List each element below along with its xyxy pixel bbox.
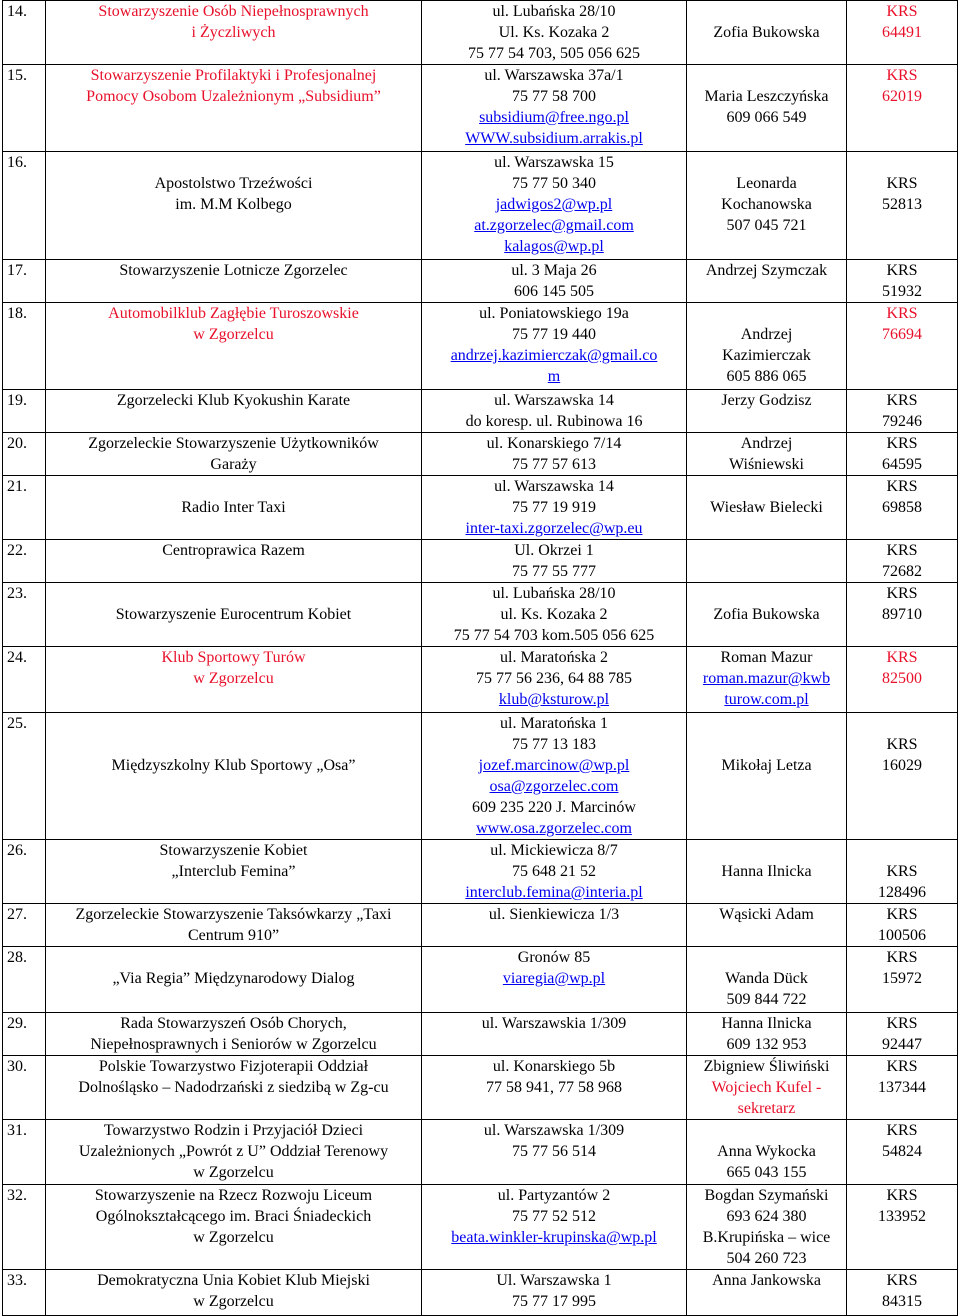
contact-person-line: Bogdan Szymański: [704, 1187, 829, 1204]
krs-number: [847, 152, 958, 260]
table-row: [3, 260, 958, 303]
krs-label: KRS: [886, 478, 918, 495]
organization-name-line: Klub Sportowy Turów: [161, 649, 306, 666]
address-line: 75 77 50 340: [512, 175, 596, 192]
row-number: 14.: [3, 1, 46, 65]
krs-number: [847, 260, 958, 303]
krs-label: KRS: [886, 175, 918, 192]
row-number: 20.: [3, 433, 46, 476]
address-line: 75 77 56 514: [512, 1143, 596, 1160]
organization-name-line: w Zgorzelcu: [193, 1293, 274, 1310]
organization-name: [46, 647, 422, 713]
address-line: ul. 3 Maja 26: [511, 262, 597, 279]
row-number: 33.: [3, 1270, 46, 1316]
table-row: [3, 840, 958, 904]
address-cell: [422, 1013, 687, 1056]
krs-label: KRS: [886, 585, 918, 602]
contact-link[interactable]: www.osa.zgorzelec.com: [476, 820, 632, 837]
krs-number: [847, 583, 958, 647]
organizations-table: [2, 0, 958, 1316]
address-line: ul. Warszawska 14: [494, 392, 614, 409]
contact-person-line: Roman Mazur: [720, 649, 813, 666]
organization-name-line: Niepełnosprawnych i Seniorów w Zgorzelcu: [90, 1036, 377, 1053]
table-row: [3, 65, 958, 152]
organization-name: [46, 904, 422, 947]
krs-number: [847, 1056, 958, 1120]
krs-number: [847, 433, 958, 476]
contact-person: [687, 840, 847, 904]
contact-person-line: 609 132 953: [726, 1036, 807, 1053]
contact-person-line: Wojciech Kufel -: [711, 1079, 822, 1096]
organization-name: [46, 303, 422, 390]
address-line: ul. Poniatowskiego 19a: [479, 305, 629, 322]
row-number: 31.: [3, 1120, 46, 1185]
row-number: 29.: [3, 1013, 46, 1056]
organization-name-line: Stowarzyszenie Eurocentrum Kobiet: [115, 606, 352, 623]
contact-person-line: Hanna Ilnicka: [721, 863, 812, 880]
address-line: 75 77 19 919: [512, 499, 596, 516]
address-line: ul. Warszawska 1/309: [483, 1122, 625, 1139]
contact-link[interactable]: jozef.marcinow@wp.pl: [478, 757, 630, 774]
contact-person-line: Zofia Bukowska: [713, 24, 820, 41]
address-cell: [422, 583, 687, 647]
address-line: 75 77 54 703 kom.505 056 625: [453, 627, 655, 644]
address-line: ul. Konarskiego 5b: [492, 1058, 616, 1075]
contact-person: [687, 1056, 847, 1120]
krs-label: KRS: [886, 3, 918, 20]
table-row: [3, 1185, 958, 1270]
organization-name-line: w Zgorzelcu: [193, 670, 274, 687]
organization-name-line: Garaży: [210, 456, 257, 473]
contact-person-line: Mikołaj Letza: [721, 757, 812, 774]
table-row: [3, 647, 958, 713]
contact-link[interactable]: osa@zgorzelec.com: [489, 778, 619, 795]
address-line: Ul. Okrzei 1: [514, 542, 594, 559]
contact-person-line: Zofia Bukowska: [713, 606, 820, 623]
table-row: [3, 1270, 958, 1316]
organization-name-line: Stowarzyszenie Lotnicze Zgorzelec: [119, 262, 348, 279]
organization-name-line: Stowarzyszenie na Rzecz Rozwoju Liceum: [94, 1187, 373, 1204]
krs-number: [847, 647, 958, 713]
krs-value: 64595: [882, 456, 922, 473]
contact-person: [687, 947, 847, 1013]
krs-number: [847, 713, 958, 840]
contact-person-line: Wąsicki Adam: [719, 906, 814, 923]
contact-person-line: 504 260 723: [726, 1250, 807, 1267]
organization-name-line: Automobilklub Zagłębie Turoszowskie: [108, 305, 359, 322]
organization-name-line: Stowarzyszenie Osób Niepełnosprawnych: [98, 3, 369, 20]
address-line: 75 77 54 703, 505 056 625: [468, 45, 640, 62]
row-number: 30.: [3, 1056, 46, 1120]
krs-label: KRS: [886, 435, 918, 452]
krs-number: [847, 1270, 958, 1316]
table-row: [3, 433, 958, 476]
krs-number: [847, 1185, 958, 1270]
contact-person-line: Zbigniew Śliwiński: [703, 1058, 830, 1075]
organization-name: [46, 1270, 422, 1316]
contact-person: [687, 433, 847, 476]
contact-link[interactable]: klub@ksturow.pl: [498, 691, 610, 708]
row-number: 27.: [3, 904, 46, 947]
contact-link[interactable]: interclub.femina@interia.pl: [465, 884, 643, 901]
address-cell: [422, 1056, 687, 1120]
krs-number: [847, 840, 958, 904]
contact-person-line: Anna Jankowska: [712, 1272, 821, 1289]
organization-name-line: Zgorzelecki Klub Kyokushin Karate: [116, 392, 351, 409]
contact-person-line: 693 624 380: [726, 1208, 807, 1225]
krs-value: 133952: [878, 1208, 926, 1225]
table-row: [3, 540, 958, 583]
krs-value: 15972: [882, 970, 922, 987]
krs-label: KRS: [886, 1015, 918, 1032]
table-row: [3, 1, 958, 65]
contact-person-line: Hanna Ilnicka: [721, 1015, 812, 1032]
krs-number: [847, 303, 958, 390]
address-line: Ul. Ks. Kozaka 2: [498, 24, 610, 41]
krs-value: 51932: [882, 283, 922, 300]
address-line: ul. Maratońska 2: [500, 649, 608, 666]
contact-person: [687, 1013, 847, 1056]
address-line: 75 77 19 440: [512, 326, 596, 343]
row-number: 32.: [3, 1185, 46, 1270]
address-line: ul. Ks. Kozaka 2: [500, 606, 608, 623]
row-number: 18.: [3, 303, 46, 390]
organization-name-line: Stowarzyszenie Profilaktyki i Profesjonalnej: [90, 67, 377, 84]
contact-person-line: Leonarda: [736, 175, 797, 192]
address-line: 75 77 57 613: [512, 456, 596, 473]
organization-name: [46, 583, 422, 647]
organization-name: [46, 65, 422, 152]
krs-number: [847, 390, 958, 433]
address-line: 75 77 17 995: [512, 1293, 596, 1310]
krs-value: 137344: [878, 1079, 926, 1096]
krs-value: 72682: [882, 563, 922, 580]
contact-person: [687, 65, 847, 152]
table-row: [3, 904, 958, 947]
contact-person: [687, 390, 847, 433]
address-cell: [422, 947, 687, 1013]
contact-person: [687, 303, 847, 390]
address-cell: [422, 260, 687, 303]
address-line: 77 58 941, 77 58 968: [486, 1079, 622, 1096]
krs-value: 128496: [878, 884, 926, 901]
address-line: 75 77 13 183: [512, 736, 596, 753]
address-line: 75 77 52 512: [512, 1208, 596, 1225]
contact-person-line: Wiśniewski: [729, 456, 804, 473]
contact-link[interactable]: beata.winkler-krupinska@wp.pl: [451, 1229, 657, 1246]
krs-value: 82500: [882, 670, 922, 687]
table-row: [3, 303, 958, 390]
contact-person-line: Maria Leszczyńska: [704, 88, 829, 105]
address-line: ul. Sienkiewicza 1/3: [488, 906, 620, 923]
krs-label: KRS: [886, 649, 918, 666]
contact-person-line: sekretarz: [737, 1100, 796, 1117]
organization-name: [46, 152, 422, 260]
organization-name-line: „Interclub Femina”: [171, 863, 296, 880]
krs-number: [847, 1120, 958, 1185]
address-cell: [422, 840, 687, 904]
row-number: 21.: [3, 476, 46, 540]
krs-number: [847, 476, 958, 540]
contact-person: [687, 260, 847, 303]
krs-number: [847, 65, 958, 152]
contact-link[interactable]: WWW.subsidium.arrakis.pl: [465, 130, 643, 147]
organization-name-line: w Zgorzelcu: [193, 326, 274, 343]
address-line: 75 77 58 700: [512, 88, 596, 105]
contact-link[interactable]: kalagos@wp.pl: [504, 238, 604, 255]
krs-value: 54824: [882, 1143, 922, 1160]
row-number: 15.: [3, 65, 46, 152]
contact-person-line: 665 043 155: [726, 1164, 807, 1181]
address-line: ul. Warszawska 37a/1: [484, 67, 624, 84]
address-line: ul. Lubańska 28/10: [492, 3, 616, 20]
organization-name: [46, 260, 422, 303]
contact-link[interactable]: inter-taxi.zgorzelec@wp.eu: [465, 520, 643, 537]
organization-name: [46, 840, 422, 904]
organization-name: [46, 1185, 422, 1270]
krs-label: KRS: [886, 392, 918, 409]
krs-label: KRS: [886, 67, 918, 84]
contact-person-line: Andrzej: [740, 435, 793, 452]
contact-person: [687, 540, 847, 583]
krs-number: [847, 904, 958, 947]
organization-name-line: Rada Stowarzyszeń Osób Chorych,: [120, 1015, 347, 1032]
address-line: 606 145 505: [514, 283, 594, 300]
address-cell: [422, 1, 687, 65]
organization-name: [46, 1056, 422, 1120]
krs-value: 64491: [882, 24, 922, 41]
address-line: 75 77 56 236, 64 88 785: [476, 670, 632, 687]
krs-value: 92447: [882, 1036, 922, 1053]
row-number: 16.: [3, 152, 46, 260]
krs-value: 89710: [882, 606, 922, 623]
contact-person: [687, 1185, 847, 1270]
address-cell: [422, 713, 687, 840]
contact-person: [687, 713, 847, 840]
contact-person-line: 609 066 549: [726, 109, 807, 126]
contact-person-line: Wiesław Bielecki: [710, 499, 823, 516]
organization-name-line: Centrum 910”: [187, 927, 280, 944]
contact-person-line: 507 045 721: [726, 217, 807, 234]
krs-value: 69858: [882, 499, 922, 516]
contact-person: [687, 904, 847, 947]
contact-link[interactable]: andrzej.kazimierczak@gmail.co: [450, 347, 658, 364]
contact-person-line: Jerzy Godzisz: [721, 392, 812, 409]
krs-label: KRS: [886, 542, 918, 559]
address-cell: [422, 476, 687, 540]
organization-name-line: Dolnośląsko – Nadodrzański z siedzibą w Zg-cu: [78, 1079, 389, 1096]
address-cell: [422, 390, 687, 433]
table-row: [3, 1120, 958, 1185]
table-row: [3, 390, 958, 433]
organization-name-line: Zgorzeleckie Stowarzyszenie Użytkowników: [88, 435, 379, 452]
address-line: ul. Maratońska 1: [500, 715, 608, 732]
contact-person: [687, 583, 847, 647]
krs-number: [847, 947, 958, 1013]
organization-name-line: Towarzystwo Rodzin i Przyjaciół Dzieci: [103, 1122, 364, 1139]
row-number: 28.: [3, 947, 46, 1013]
organization-name: [46, 540, 422, 583]
contact-person-line: Wanda Dück: [725, 970, 808, 987]
table-row: [3, 713, 958, 840]
address-cell: [422, 1270, 687, 1316]
contact-person-line: Kochanowska: [721, 196, 812, 213]
organization-name: [46, 476, 422, 540]
organization-name: [46, 390, 422, 433]
row-number: 22.: [3, 540, 46, 583]
contact-link[interactable]: roman.mazur@kwb: [702, 670, 831, 687]
contact-person-line: Anna Wykocka: [717, 1143, 816, 1160]
krs-value: 100506: [878, 927, 926, 944]
address-line: do koresp. ul. Rubinowa 16: [465, 413, 643, 430]
address-cell: [422, 647, 687, 713]
organization-name-line: w Zgorzelcu: [193, 1164, 274, 1181]
address-line: ul. Partyzantów 2: [497, 1187, 611, 1204]
contact-link[interactable]: at.zgorzelec@gmail.com: [474, 217, 634, 234]
table-row: [3, 583, 958, 647]
organization-name: [46, 713, 422, 840]
row-number: 24.: [3, 647, 46, 713]
address-cell: [422, 904, 687, 947]
krs-number: [847, 540, 958, 583]
address-line: ul. Warszawskia 1/309: [481, 1015, 627, 1032]
krs-label: KRS: [886, 1058, 918, 1075]
krs-label: KRS: [886, 1272, 918, 1289]
krs-label: KRS: [886, 949, 918, 966]
organization-name-line: Międzyszkolny Klub Sportowy „Osa”: [111, 757, 356, 774]
address-line: 609 235 220 J. Marcinów: [472, 799, 636, 816]
contact-link[interactable]: jadwigos2@wp.pl: [495, 196, 613, 213]
address-line: ul. Warszawska 14: [494, 478, 614, 495]
address-line: 75 648 21 52: [512, 863, 596, 880]
organization-name-line: Ogólnokształcącego im. Braci Śniadeckich: [95, 1208, 372, 1225]
krs-number: [847, 1013, 958, 1056]
krs-label: KRS: [886, 305, 918, 322]
address-cell: [422, 303, 687, 390]
organization-name-line: Demokratyczna Unia Kobiet Klub Miejski: [97, 1272, 370, 1289]
table-body: [3, 1, 958, 1316]
address-line: ul. Lubańska 28/10: [492, 585, 616, 602]
krs-number: [847, 1, 958, 65]
organization-name-line: Stowarzyszenie Kobiet: [159, 842, 308, 859]
contact-link[interactable]: viaregia@wp.pl: [502, 970, 606, 987]
contact-person-line: Andrzej: [740, 326, 793, 343]
organization-name: [46, 1013, 422, 1056]
contact-person-line: B.Krupińska – wice: [702, 1229, 831, 1246]
krs-value: 84315: [882, 1293, 922, 1310]
krs-label: KRS: [886, 736, 918, 753]
table-row: [3, 947, 958, 1013]
krs-value: 16029: [882, 757, 922, 774]
row-number: 17.: [3, 260, 46, 303]
row-number: 26.: [3, 840, 46, 904]
contact-person: [687, 647, 847, 713]
organization-name-line: Uzależnionych „Powrót z U” Oddział Terenowy: [78, 1143, 389, 1160]
address-cell: [422, 152, 687, 260]
address-line: 75 77 55 777: [512, 563, 596, 580]
address-cell: [422, 1120, 687, 1185]
krs-value: 79246: [882, 413, 922, 430]
krs-label: KRS: [886, 863, 918, 880]
krs-label: KRS: [886, 1187, 918, 1204]
organization-name-line: Zgorzeleckie Stowarzyszenie Taksówkarzy „Taxi: [75, 906, 392, 923]
contact-link[interactable]: turow.com.pl: [724, 691, 809, 708]
table-row: [3, 476, 958, 540]
row-number: 23.: [3, 583, 46, 647]
contact-person-line: 605 886 065: [726, 368, 807, 385]
contact-person-line: Kazimierczak: [722, 347, 811, 364]
address-line: ul. Mickiewicza 8/7: [490, 842, 618, 859]
organization-name: [46, 947, 422, 1013]
organization-name-line: Apostolstwo Trzeźwości: [154, 175, 313, 192]
organization-name-line: Polskie Towarzystwo Fizjoterapii Oddział: [98, 1058, 369, 1075]
organization-name: [46, 1, 422, 65]
krs-value: 52813: [882, 196, 922, 213]
organization-name-line: w Zgorzelcu: [193, 1229, 274, 1246]
address-cell: [422, 433, 687, 476]
row-number: 25.: [3, 713, 46, 840]
address-line: Ul. Warszawska 1: [496, 1272, 612, 1289]
address-line: ul. Warszawska 15: [494, 154, 614, 171]
contact-link[interactable]: subsidium@free.ngo.pl: [479, 109, 629, 126]
table-row: [3, 1013, 958, 1056]
address-cell: [422, 1185, 687, 1270]
organization-name: [46, 1120, 422, 1185]
address-cell: [422, 540, 687, 583]
address-cell: [422, 65, 687, 152]
organization-name-line: im. M.M Kolbego: [175, 196, 292, 213]
table-row: [3, 1056, 958, 1120]
organization-name-line: i Życzliwych: [191, 24, 276, 41]
organization-name-line: „Via Regia” Międzynarodowy Dialog: [112, 970, 355, 987]
contact-person: [687, 1270, 847, 1316]
contact-person-line: 509 844 722: [726, 991, 807, 1008]
krs-label: KRS: [886, 906, 918, 923]
contact-person: [687, 152, 847, 260]
contact-person: [687, 1120, 847, 1185]
organization-name-line: Pomocy Osobom Uzależnionym „Subsidium”: [86, 88, 381, 105]
krs-label: KRS: [886, 262, 918, 279]
contact-person: [687, 1, 847, 65]
organization-name-line: Centroprawica Razem: [162, 542, 305, 559]
krs-label: KRS: [886, 1122, 918, 1139]
organization-name-line: Radio Inter Taxi: [181, 499, 286, 516]
table-row: [3, 152, 958, 260]
address-line: ul. Konarskiego 7/14: [486, 435, 622, 452]
contact-person: [687, 476, 847, 540]
organization-name: [46, 433, 422, 476]
row-number: 19.: [3, 390, 46, 433]
krs-value: 62019: [882, 88, 922, 105]
contact-link[interactable]: m: [547, 368, 561, 385]
address-line: Gronów 85: [517, 949, 591, 966]
contact-person-line: Andrzej Szymczak: [705, 262, 828, 279]
krs-value: 76694: [882, 326, 922, 343]
